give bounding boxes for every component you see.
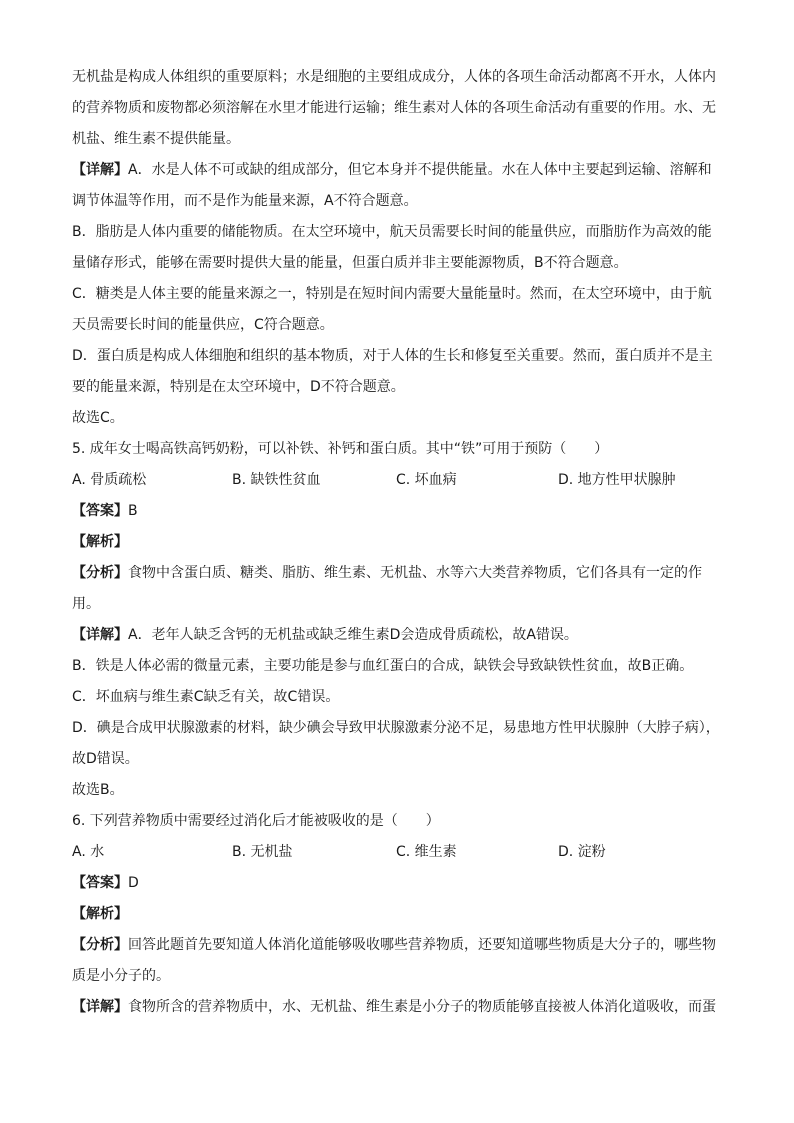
q6-options (72, 837, 724, 868)
q6-option-d: D. 淀粉 (558, 844, 606, 860)
q5-analysis-cont: 用。 (72, 596, 100, 612)
q4-detail-a (72, 155, 724, 186)
intro-line: 的营养物质和废物都必须溶解在水里才能进行运输；维生素对人体的各项生命活动有重要的作用。水、无 (72, 100, 716, 116)
q4-detail-b: B．脂肪是人体内重要的储能物质。在太空环境中，航天员需要长时间的能量供应，而脂肪作为高效的能 (72, 224, 712, 240)
detail-text: A．老年人缺乏含钙的无机盐或缺乏维生素D会造成骨质疏松，故A错误。 (128, 627, 578, 643)
analysis-text: 食物中含蛋白质、糖类、脂肪、维生素、无机盐、水等六大类营养物质，它们各具有一定的作 (128, 565, 702, 581)
q5-conclusion: 故选B。 (72, 782, 124, 798)
q5-detail-a (72, 620, 724, 651)
answer-value: D (128, 875, 139, 891)
q5-detail-d-cont: 故D错误。 (72, 751, 139, 767)
answer-tag: 【答案】 (72, 503, 128, 519)
q5-analysis (72, 558, 724, 589)
q5-detail-d: D．碘是合成甲状腺激素的材料，缺少碘会导致甲状腺激素分泌不足，易患地方性甲状腺肿（大脖子病）， (72, 720, 720, 736)
q5-answer (72, 496, 724, 527)
answer-tag: 【答案】 (72, 875, 128, 891)
q5-option-c: C. 坏血病 (396, 472, 457, 488)
q6-analysis-cont: 质是小分子的。 (72, 968, 170, 984)
q4-detail-a-cont: 调节体温等作用，而不是作为能量来源，A不符合题意。 (72, 193, 418, 209)
intro-line: 机盐、维生素不提供能量。 (72, 131, 240, 147)
q5-option-a: A. 骨质疏松 (72, 472, 147, 488)
detail-tag: 【详解】 (72, 627, 128, 643)
q6-analysis (72, 930, 724, 961)
detail-tag: 【详解】 (72, 999, 128, 1015)
q4-detail-b-cont: 量储存形式，能够在需要时提供大量的能量，但蛋白质并非主要能源物质，B不符合题意。 (72, 255, 628, 271)
detail-tag: 【详解】 (72, 162, 128, 178)
answer-value: B (128, 503, 138, 519)
q5-options (72, 465, 724, 496)
q6-option-b: B. 无机盐 (232, 844, 293, 860)
q5-detail-c: C．坏血病与维生素C缺乏有关，故C错误。 (72, 689, 340, 705)
document-content (72, 62, 724, 1023)
intro-line: 无机盐是构成人体组织的重要原料；水是细胞的主要组成成分，人体的各项生命活动都离不开水，人体内 (72, 69, 716, 85)
q6-jiexi-tag: 【解析】 (72, 906, 128, 922)
q4-detail-d: D．蛋白质是构成人体细胞和组织的基本物质，对于人体的生长和修复至关重要。然而，蛋白质并不是主 (72, 348, 713, 364)
q6-detail (72, 992, 724, 1023)
q6-answer (72, 868, 724, 899)
q6-option-a: A. 水 (72, 844, 105, 860)
q4-detail-d-cont: 要的能量来源，特别是在太空环境中，D不符合题意。 (72, 379, 405, 395)
analysis-tag: 【分析】 (72, 565, 128, 581)
q4-detail-c-cont: 天员需要长时间的能量供应，C符合题意。 (72, 317, 334, 333)
q5-option-b: B. 缺铁性贫血 (232, 472, 321, 488)
q4-conclusion: 故选C。 (72, 410, 124, 426)
detail-text: A．水是人体不可或缺的组成部分，但它本身并不提供能量。水在人体中主要起到运输、溶解和 (128, 162, 712, 178)
q5-stem: 5. 成年女士喝高铁高钙奶粉，可以补铁、补钙和蛋白质。其中“铁”可用于预防（ ） (72, 441, 609, 457)
q5-jiexi-tag: 【解析】 (72, 534, 128, 550)
analysis-text: 回答此题首先要知道人体消化道能够吸收哪些营养物质，还要知道哪些物质是大分子的，哪些物 (128, 937, 716, 953)
detail-text: 食物所含的营养物质中，水、无机盐、维生素是小分子的物质能够直接被人体消化道吸收，而蛋 (128, 999, 716, 1015)
q6-stem: 6. 下列营养物质中需要经过消化后才能被吸收的是（ ） (72, 813, 440, 829)
q5-detail-b: B．铁是人体必需的微量元素，主要功能是参与血红蛋白的合成，缺铁会导致缺铁性贫血，故B正确。 (72, 658, 694, 674)
q5-option-d: D. 地方性甲状腺肿 (558, 472, 676, 488)
analysis-tag: 【分析】 (72, 937, 128, 953)
q4-detail-c: C．糖类是人体主要的能量来源之一，特别是在短时间内需要大量能量时。然而，在太空环境中，由于航 (72, 286, 712, 302)
q6-option-c: C. 维生素 (396, 844, 457, 860)
